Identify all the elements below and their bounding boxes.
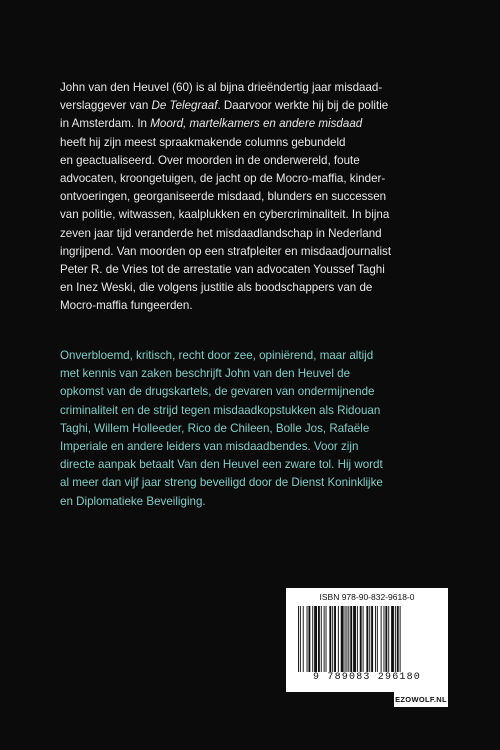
summary-line: en geactualiseerd. Over moorden in de onderwereld, foute	[60, 153, 360, 167]
blurb-line: Taghi, Willem Holleeder, Rico de Chileen, Bolle Jos, Rafaële	[60, 421, 370, 435]
summary-line: zeven jaar tijd veranderde het misdaadlandschap in Nederland	[60, 226, 382, 240]
isbn-barcode	[286, 588, 448, 692]
blurb-line: criminaliteit en de strijd tegen misdaadkopstukken als Ridouan	[60, 403, 381, 417]
summary-line: van politie, witwassen, kaalplukken en cybercriminaliteit. In bijna	[60, 208, 390, 222]
barcode-bars	[296, 606, 438, 672]
summary-line: John van den Heuvel (60) is al bijna drieëndertig jaar misdaad-	[60, 81, 383, 94]
blurb-line: al meer dan vijf jaar streng beveiligd door de Dienst Koninklijke	[60, 476, 383, 490]
summary-line: Mocro-maffia fungeerden.	[60, 299, 193, 313]
summary-line: en Inez Weski, die volgens justitie als boodschappers van de	[60, 281, 373, 295]
blurb-line: Imperiale en andere leiders van misdaadbendes. Voor zijn	[60, 440, 359, 454]
summary-line: in Amsterdam. In Moord, martelkamers en andere misdaad	[60, 117, 363, 131]
blurb-line: Onverbloemd, kritisch, recht door zee, opiniërend, maar altijd	[60, 349, 374, 362]
summary-line: heeft hij zijn meest spraakmakende columns gebundeld	[60, 135, 346, 149]
blurb-line: met kennis van zaken beschrijft John van den Heuvel de	[60, 367, 351, 381]
blurb	[60, 347, 450, 511]
blurb-line: directe aanpak betaalt Van den Heuvel een zware tol. Hij wordt	[60, 458, 383, 472]
author-summary	[60, 79, 450, 316]
isbn-label: ISBN 978-90-832-9618-0	[319, 592, 415, 602]
barcode-digits: 9 789083 296180	[312, 672, 421, 683]
summary-line: Peter R. de Vries tot de arrestatie van advocaten Youssef Taghi	[60, 263, 385, 277]
publisher-label: EZOWOLF.NL	[394, 692, 448, 707]
summary-line: ontvoeringen, georganiseerde misdaad, blunders en successen	[60, 190, 387, 204]
summary-line: advocaten, kroongetuigen, de jacht op de Mocro-maffia, kinder-	[60, 172, 386, 186]
newspaper-title: De Telegraaf	[151, 99, 218, 113]
blurb-line: en Diplomatieke Beveiliging.	[60, 494, 206, 508]
summary-line: verslaggever van De Telegraaf. Daarvoor werkte hij bij de politie	[60, 99, 389, 113]
book-title: Moord, martelkamers en andere misdaad	[150, 117, 363, 131]
blurb-line: opkomst van de drugskartels, de gevaren van ondermijnende	[60, 385, 375, 399]
summary-line: ingrijpend. Van moorden op een strafpleiter en misdaadjournalist	[60, 244, 392, 258]
